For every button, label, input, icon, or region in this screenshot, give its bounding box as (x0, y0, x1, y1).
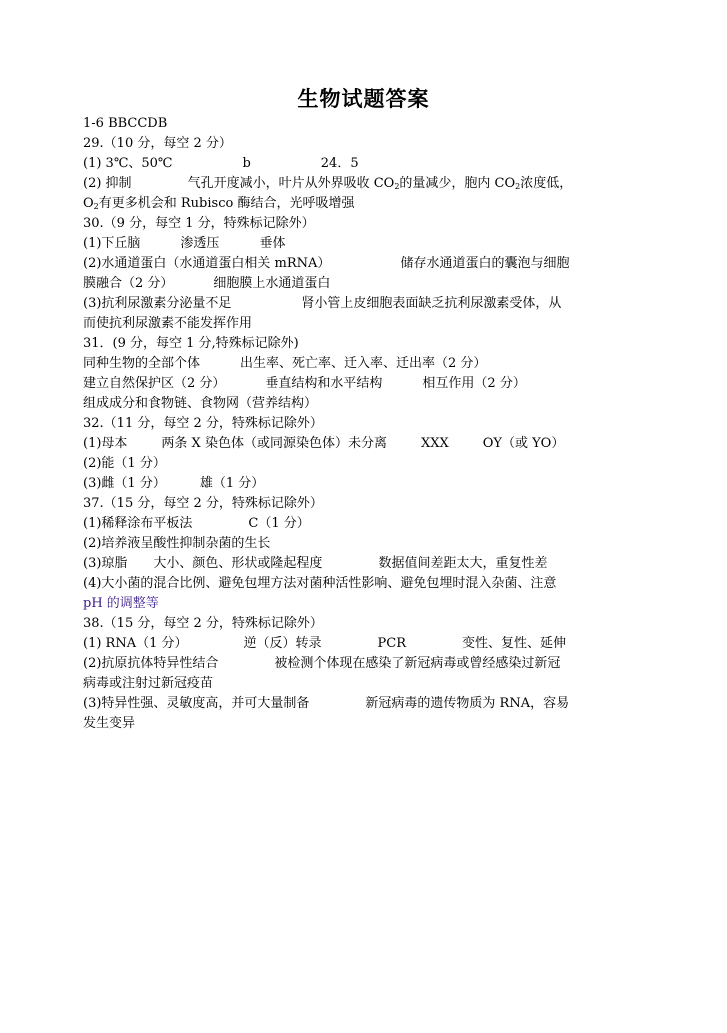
q32-1-c: XXX (420, 436, 449, 451)
q29-1-a: (1) 3℃、50℃ (83, 156, 173, 171)
q37-1-a: (1)稀释涂布平板法 (83, 516, 193, 531)
q32-line-3 (83, 474, 643, 494)
q29-header (83, 134, 643, 154)
q32-3-b: 雄（1 分） (199, 476, 265, 491)
q38-1-a: (1) RNA（1 分） (83, 636, 188, 651)
q30-5: 而使抗利尿激素不能发挥作用 (83, 316, 253, 331)
q30-header (83, 214, 643, 234)
q30-1-b: 渗透压 (180, 236, 220, 251)
q32-1-d: OY（或 YO） (482, 436, 565, 451)
q38-4-a: (3)特异性强、灵敏度高，并可大量制备 (83, 696, 310, 711)
q37-1-b: C（1 分） (248, 516, 310, 531)
q30-line-1 (83, 234, 643, 254)
q32-2: (2)能（1 分） (83, 456, 166, 471)
q32-1-a: (1)母本 (83, 436, 128, 451)
q29-header-text: 29.（10 分，每空 2 分） (83, 136, 232, 151)
q38-1-d: 变性、复性、延伸 (462, 636, 567, 651)
q30-3-b: 细胞膜上水通道蛋白 (213, 276, 331, 291)
q31-line-1 (83, 354, 643, 374)
q30-header-text: 30.（9 分，每空 1 分，特殊标记除外） (83, 216, 315, 231)
q32-header (83, 414, 643, 434)
q38-2-a: (2)抗原抗体特异性结合 (83, 656, 219, 671)
q38-line-4 (83, 694, 643, 714)
q32-line-2 (83, 454, 643, 474)
q38-3: 病毒或注射过新冠疫苗 (83, 676, 214, 691)
q31-line-2 (83, 374, 643, 394)
q37-3-b: 大小、颜色、形状或隆起程度 (153, 556, 323, 571)
q38-5: 发生变异 (83, 716, 136, 731)
q30-3-a: 膜融合（2 分） (83, 276, 174, 291)
q29-3-a: O (83, 196, 94, 211)
q30-2-b: 储存水通道蛋白的囊泡与细胞 (400, 256, 570, 271)
q37-2: (2)培养液呈酸性抑制杂菌的生长 (83, 536, 271, 551)
q30-line-5 (83, 314, 643, 334)
q38-1-c: PCR (377, 636, 407, 651)
q29-2-c: 的量减少，胞内 CO (399, 176, 516, 191)
q29-1-c: 24．5 (320, 156, 359, 171)
q37-3-a: (3)琼脂 (83, 556, 128, 571)
q32-line-1 (83, 434, 643, 454)
q29-line-2 (83, 174, 643, 194)
q37-line-2 (83, 534, 643, 554)
q31-1-b: 出生率、死亡率、迁入率、迁出率（2 分） (240, 356, 487, 371)
subscript: 2 (515, 182, 521, 191)
q29-2-d: 浓度低， (520, 176, 573, 191)
q30-line-4 (83, 294, 643, 314)
q38-header (83, 614, 643, 634)
q30-1-c: 垂体 (259, 236, 286, 251)
subscript: 2 (93, 202, 99, 211)
q37-line-1 (83, 514, 643, 534)
q31-header (83, 334, 643, 354)
q29-2-a: (2) 抑制 (83, 176, 132, 191)
q31-2-a: 建立自然保护区（2 分） (83, 376, 226, 391)
q38-1-b: 逆（反）转录 (243, 636, 322, 651)
q29-2-b: 气孔开度减小，叶片从外界吸收 CO (187, 176, 395, 191)
answer-body (83, 114, 643, 734)
q29-1-b: b (242, 156, 251, 171)
q37-line-5 (83, 594, 643, 614)
q31-3: 组成成分和食物链、食物网（营养结构） (83, 396, 318, 411)
q38-line-2 (83, 654, 643, 674)
q30-4-a: (3)抗利尿激素分泌量不足 (83, 296, 232, 311)
q31-2-b: 垂直结构和水平结构 (265, 376, 383, 391)
q32-1-b: 两条 X 染色体（或同源染色体）未分离 (161, 436, 387, 451)
q32-header-text: 32.（11 分，每空 2 分，特殊标记除外） (83, 416, 323, 431)
q29-line-1 (83, 154, 643, 174)
q29-line-3 (83, 194, 643, 214)
q30-2-a: (2)水通道蛋白（水通道蛋白相关 mRNA） (83, 256, 331, 271)
q38-header-text: 38.（15 分，每空 2 分，特殊标记除外） (83, 616, 323, 631)
q38-line-1 (83, 634, 643, 654)
q31-1-a: 同种生物的全部个体 (83, 356, 201, 371)
q37-header (83, 494, 643, 514)
document-title: 生物试题答案 (297, 87, 430, 111)
q37-header-text: 37.（15 分，每空 2 分，特殊标记除外） (83, 496, 323, 511)
q30-4-b: 肾小管上皮细胞表面缺乏抗利尿激素受体，从 (301, 296, 562, 311)
q37-line-3 (83, 554, 643, 574)
q30-1-a: (1)下丘脑 (83, 236, 141, 251)
subscript: 2 (394, 182, 400, 191)
q38-2-b: 被检测个体现在感染了新冠病毒或曾经感染过新冠 (274, 656, 561, 671)
q38-4-b: 新冠病毒的遗传物质为 RNA，容易 (365, 696, 570, 711)
q37-line-4 (83, 574, 643, 594)
q37-3-c: 数据值间差距太大，重复性差 (378, 556, 548, 571)
q31-2-c: 相互作用（2 分） (422, 376, 526, 391)
q32-3-a: (3)雌（1 分） (83, 476, 166, 491)
answer-line-mc (83, 114, 643, 134)
q37-5: pH 的调整等 (83, 596, 159, 611)
q31-header-text: 31．(9 分，每空 1 分,特殊标记除外) (83, 336, 299, 351)
q38-line-3 (83, 674, 643, 694)
q30-line-3 (83, 274, 643, 294)
q37-4: (4)大小菌的混合比例、避免包埋方法对菌种活性影响、避免包埋时混入杂菌、注意 (83, 576, 557, 591)
q31-line-3 (83, 394, 643, 414)
q29-3-b: 有更多机会和 Rubisco 酶结合，光呼吸增强 (98, 196, 355, 211)
mc-answers: 1-6 BBCCDB (83, 116, 168, 131)
q30-line-2 (83, 254, 643, 274)
q38-line-5 (83, 714, 643, 734)
